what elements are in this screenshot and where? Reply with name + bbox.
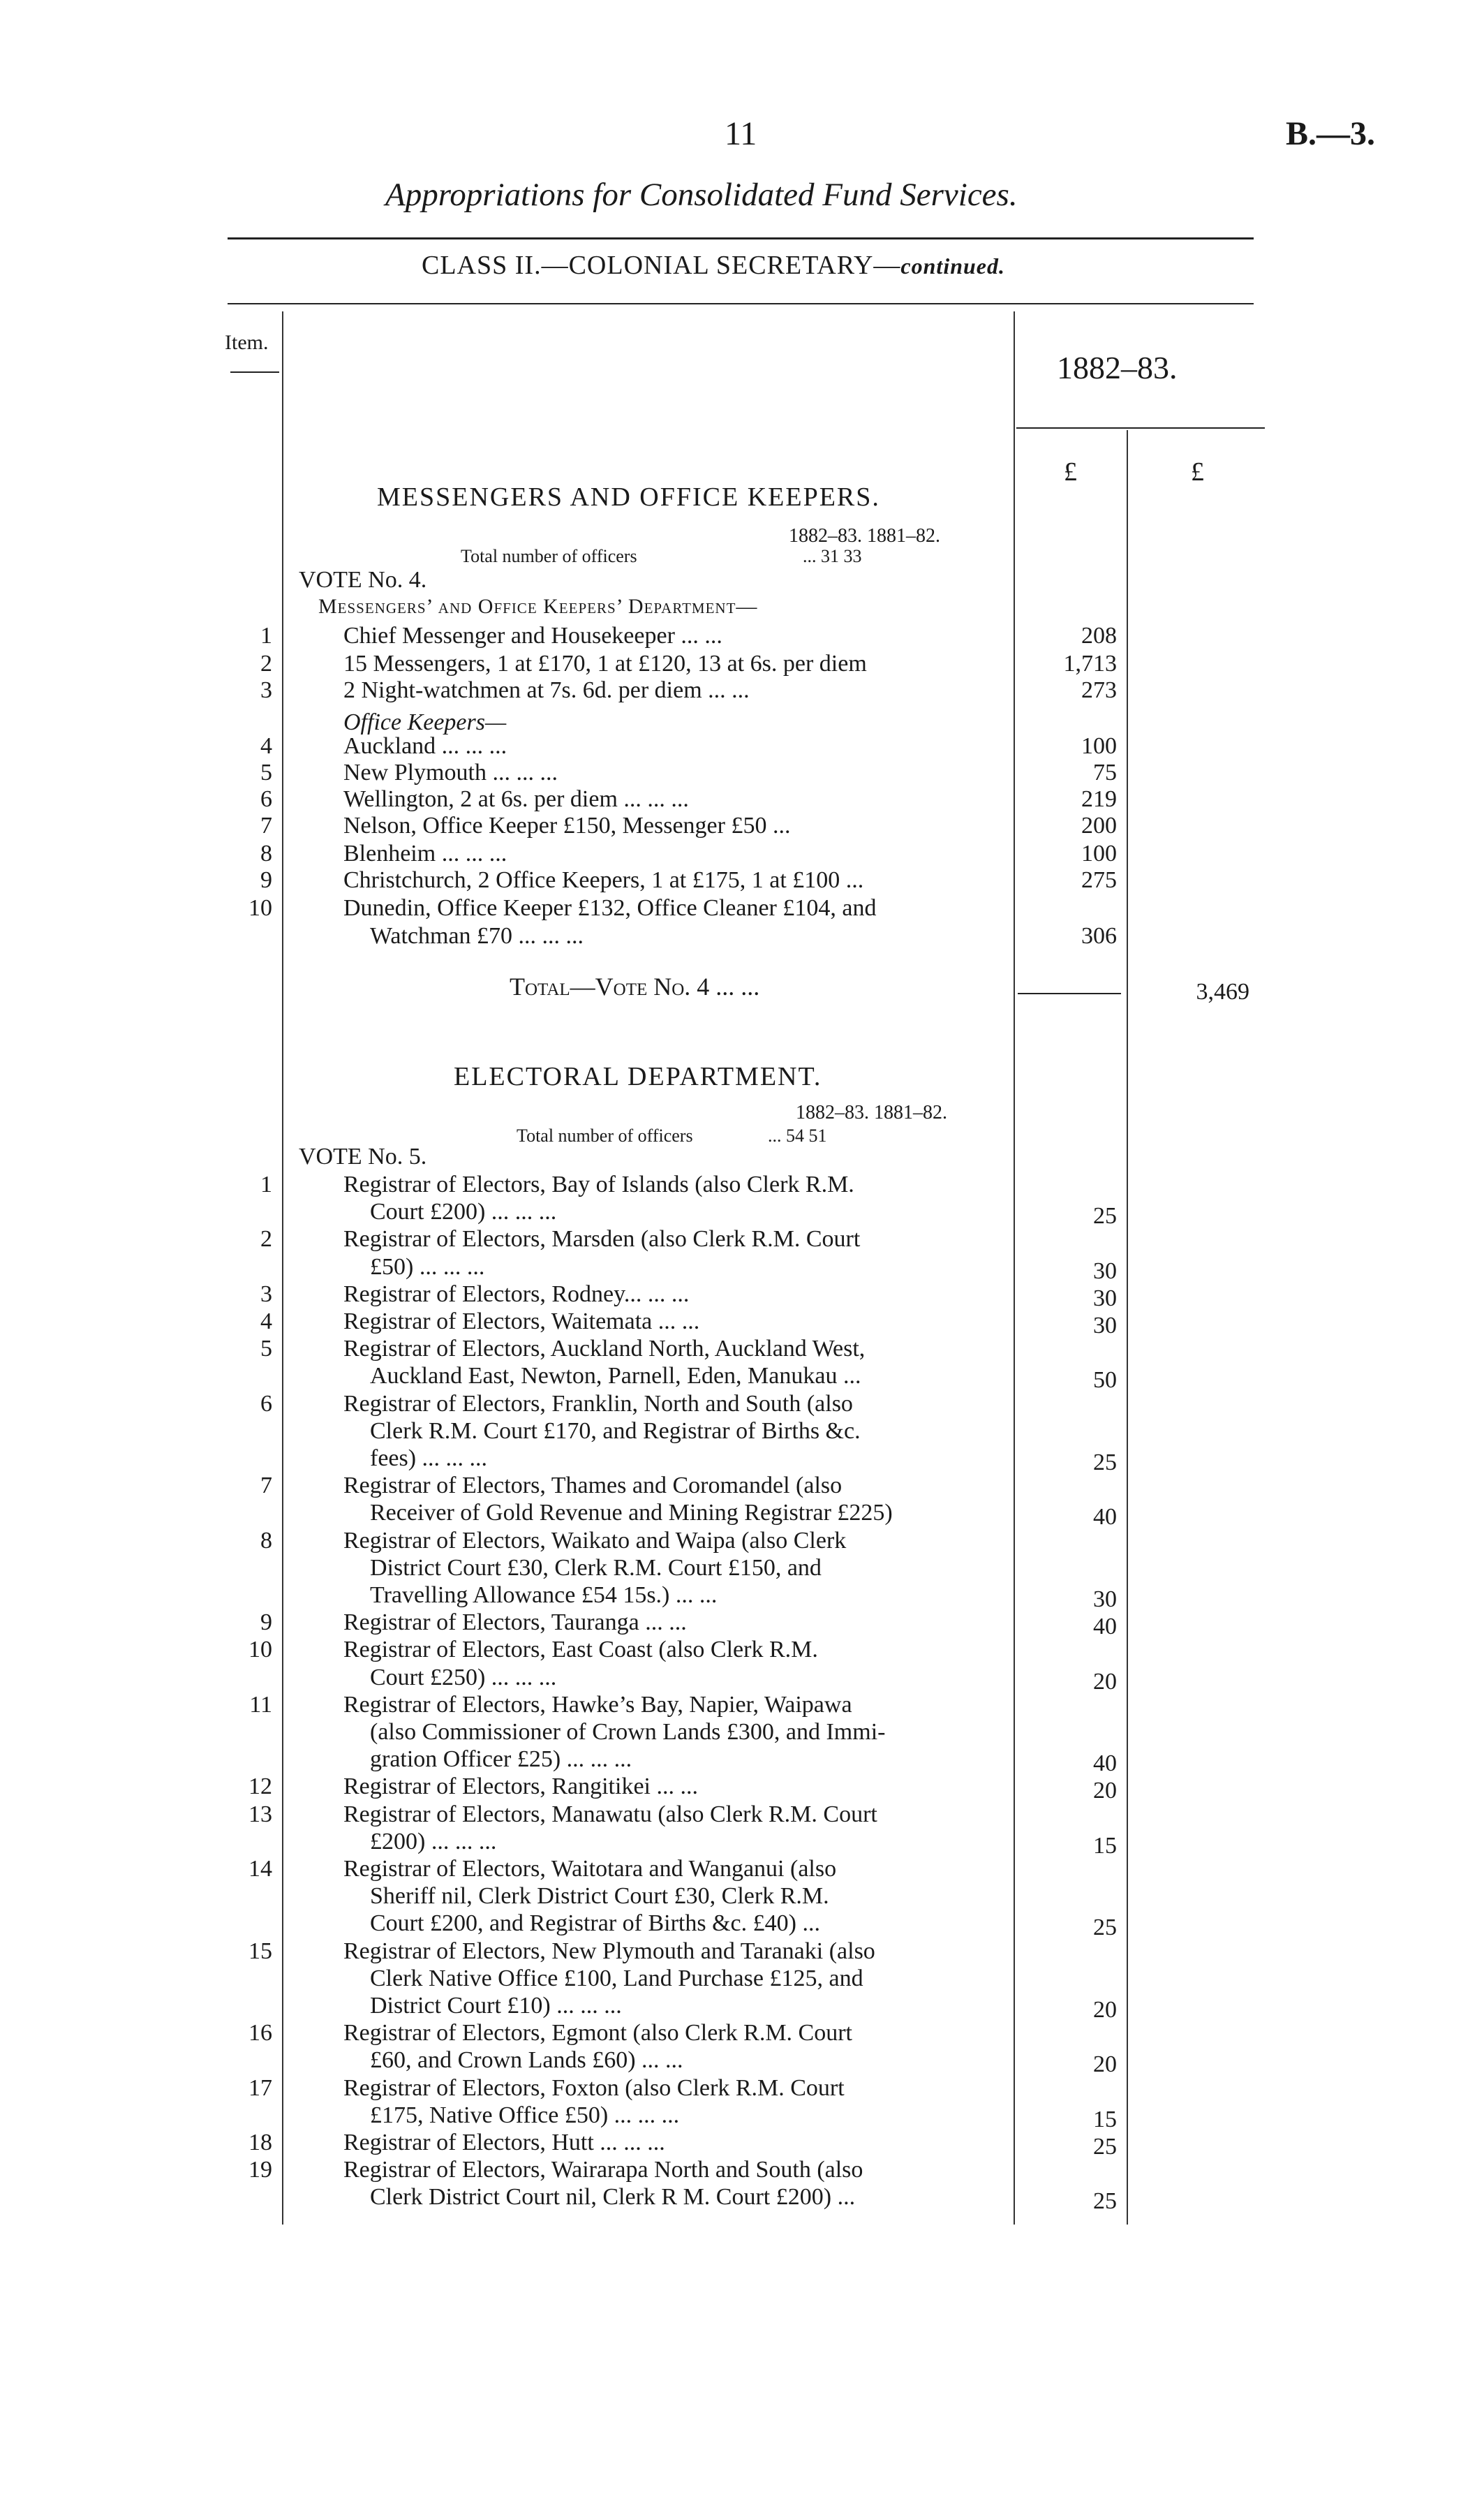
item-description: Registrar of Electors, Egmont (also Clerk R.M. Court (343, 2020, 852, 2046)
item-amount: 25 (1093, 1915, 1117, 1940)
item-description: Registrar of Electors, Marsden (also Clerk R.M. Court (343, 1226, 861, 1252)
item-amount: 25 (1093, 2188, 1117, 2214)
item-amount: 40 (1093, 1504, 1117, 1530)
item-description-continued: Court £200) ... ... ... (370, 1199, 557, 1225)
item-description: Auckland ... ... ... (343, 733, 507, 759)
item-amount: 20 (1093, 2051, 1117, 2077)
item-amount: 25 (1093, 2134, 1117, 2160)
item-number: 4 (260, 1308, 272, 1334)
item-number: 5 (260, 760, 272, 786)
item-description-continued: Sheriff nil, Clerk District Court £30, Clerk R.M. (370, 1883, 829, 1909)
item-amount: 306 (1081, 923, 1117, 949)
item-amount: 15 (1093, 2107, 1117, 2132)
item-number: 10 (248, 1637, 272, 1662)
item-description-continued: fees) ... ... ... (370, 1445, 488, 1471)
item-number: 6 (260, 1391, 272, 1417)
item-description-continued: Receiver of Gold Revenue and Mining Registrar £225) (370, 1500, 893, 1526)
item-description: Registrar of Electors, Wairarapa North and South (also (343, 2157, 863, 2183)
item-number: 3 (260, 677, 272, 703)
item-description: Registrar of Electors, Foxton (also Clerk R.M. Court (343, 2075, 845, 2101)
section2-years: 1882–83. 1881–82. (796, 1102, 947, 1123)
item-description-continued: Court £250) ... ... ... (370, 1665, 557, 1690)
item-column-rule (282, 311, 283, 2225)
item-number: 6 (260, 786, 272, 812)
item-description-continued: Auckland East, Newton, Parnell, Eden, Manukau ... (370, 1363, 861, 1389)
total-vote-4-amount: 3,469 (1196, 979, 1249, 1005)
item-number: 7 (260, 813, 272, 839)
item-amount: 20 (1093, 1778, 1117, 1804)
item-amount: 100 (1081, 841, 1117, 866)
item-number: 3 (260, 1281, 272, 1307)
item-description: Registrar of Electors, Rangitikei ... ... (343, 1773, 698, 1799)
item-number: 16 (248, 2020, 272, 2046)
item-number: 9 (260, 1609, 272, 1635)
item-number: 15 (248, 1938, 272, 1964)
section1-vote: VOTE No. 4. (299, 567, 427, 593)
item-number: 10 (248, 895, 272, 921)
item-description: Registrar of Electors, Hutt ... ... ... (343, 2130, 665, 2155)
item-amount: 30 (1093, 1258, 1117, 1284)
class-heading: CLASS II.—COLONIAL SECRETARY—continued. (422, 251, 1005, 280)
item-description-continued: Watchman £70 ... ... ... (370, 923, 584, 949)
item-number: 11 (249, 1692, 272, 1718)
section2-vote: VOTE No. 5. (299, 1144, 427, 1170)
class-continued: continued. (900, 253, 1005, 279)
description-column-rule (1014, 311, 1015, 2225)
amount-column-rule (1127, 430, 1128, 2225)
item-amount: 25 (1093, 1203, 1117, 1229)
item-amount: 25 (1093, 1450, 1117, 1475)
item-number: 12 (248, 1773, 272, 1799)
item-number: 4 (260, 733, 272, 759)
item-description: Registrar of Electors, Tauranga ... ... (343, 1609, 687, 1635)
item-amount: 1,713 (1063, 651, 1117, 677)
item-amount: 40 (1093, 1614, 1117, 1639)
item-description-continued: Court £200, and Registrar of Births &c. £40) ... (370, 1910, 820, 1936)
item-description-continued: (also Commissioner of Crown Lands £300, and Immi- (370, 1719, 886, 1745)
item-amount: 219 (1081, 786, 1117, 812)
section2-officers-label: Total number of officers (517, 1126, 693, 1146)
section1-years: 1882–83. 1881–82. (789, 525, 940, 547)
item-number: 2 (260, 651, 272, 677)
item-description-continued: £60, and Crown Lands £60) ... ... (370, 2047, 683, 2073)
item-description-continued: Clerk R.M. Court £170, and Registrar of Births &c. (370, 1418, 861, 1444)
item-number: 5 (260, 1336, 272, 1362)
item-number: 13 (248, 1801, 272, 1827)
item-description-continued: £175, Native Office £50) ... ... ... (370, 2102, 680, 2128)
item-description-continued: District Court £30, Clerk R.M. Court £150, and (370, 1555, 822, 1581)
section2-officers-values: ... 54 51 (768, 1126, 827, 1146)
item-amount: 40 (1093, 1750, 1117, 1776)
section1-officers-values: ... 31 33 (803, 546, 862, 566)
item-description: Registrar of Electors, Bay of Islands (also Clerk R.M. (343, 1172, 854, 1197)
item-number: 7 (260, 1473, 272, 1498)
item-amount: 50 (1093, 1367, 1117, 1393)
pound-column-2: £ (1191, 457, 1204, 487)
item-description: Registrar of Electors, Rodney... ... ... (343, 1281, 690, 1307)
item-amount: 30 (1093, 1586, 1117, 1612)
section1-department: Messengers’ and Office Keepers’ Department— (318, 595, 758, 618)
item-description-continued: £200) ... ... ... (370, 1829, 497, 1854)
section1-officers-label: Total number of officers (461, 546, 637, 566)
item-description: Registrar of Electors, Waikato and Waipa (also Clerk (343, 1528, 847, 1554)
item-description: Registrar of Electors, Waitemata ... ... (343, 1308, 700, 1334)
item-amount: 20 (1093, 1669, 1117, 1695)
office-keepers-subheading: Office Keepers— (343, 709, 507, 735)
page-number: 11 (725, 115, 757, 152)
item-amount: 208 (1081, 623, 1117, 649)
item-description: Registrar of Electors, East Coast (also Clerk R.M. (343, 1637, 818, 1662)
item-amount: 75 (1093, 760, 1117, 786)
item-description-continued: Travelling Allowance £54 15s.) ... ... (370, 1582, 718, 1608)
section-heading-messengers: MESSENGERS AND OFFICE KEEPERS. (377, 482, 880, 512)
item-underline (230, 371, 279, 373)
item-number: 8 (260, 1528, 272, 1554)
item-description: 2 Night-watchmen at 7s. 6d. per diem ... ... (343, 677, 750, 703)
item-description: Nelson, Office Keeper £150, Messenger £50 ... (343, 813, 791, 839)
item-amount: 275 (1081, 867, 1117, 893)
item-number: 2 (260, 1226, 272, 1252)
section-heading-electoral: ELECTORAL DEPARTMENT. (454, 1062, 822, 1091)
year-column-header: 1882–83. (1057, 350, 1178, 385)
item-description-continued: Clerk District Court nil, Clerk R M. Court £200) ... (370, 2184, 856, 2210)
item-number: 1 (260, 623, 272, 649)
pound-column-1: £ (1064, 457, 1077, 487)
item-description: Christchurch, 2 Office Keepers, 1 at £175, 1 at £100 ... (343, 867, 864, 893)
item-amount: 30 (1093, 1313, 1117, 1338)
item-number: 18 (248, 2130, 272, 2155)
item-amount: 200 (1081, 813, 1117, 839)
item-description: Registrar of Electors, Thames and Coromandel (also (343, 1473, 843, 1498)
item-description: Registrar of Electors, Auckland North, Auckland West, (343, 1336, 866, 1362)
subtotal-rule (1018, 993, 1121, 994)
item-description: Registrar of Electors, Manawatu (also Clerk R.M. Court (343, 1801, 877, 1827)
item-amount: 20 (1093, 1997, 1117, 2023)
item-amount: 100 (1081, 733, 1117, 759)
item-amount: 273 (1081, 677, 1117, 703)
item-number: 1 (260, 1172, 272, 1197)
item-number: 9 (260, 867, 272, 893)
document-reference: B.—3. (1286, 115, 1376, 152)
year-rule (1016, 427, 1265, 429)
page-title: Appropriations for Consolidated Fund Services. (385, 177, 1018, 213)
item-column-header: Item. (225, 331, 269, 354)
item-description: Registrar of Electors, Waitotara and Wanganui (also (343, 1856, 837, 1882)
item-description-continued: £50) ... ... ... (370, 1254, 485, 1280)
item-description: Dunedin, Office Keeper £132, Office Cleaner £104, and (343, 895, 877, 921)
item-number: 14 (248, 1856, 272, 1882)
item-description-continued: District Court £10) ... ... ... (370, 1993, 622, 2019)
item-description: Chief Messenger and Housekeeper ... ... (343, 623, 722, 649)
item-description: Registrar of Electors, New Plymouth and Taranaki (also (343, 1938, 875, 1964)
item-description: Blenheim ... ... ... (343, 841, 507, 866)
item-description: 15 Messengers, 1 at £170, 1 at £120, 13 at 6s. per diem (343, 651, 867, 677)
item-description-continued: gration Officer £25) ... ... ... (370, 1746, 632, 1772)
header-rule (228, 303, 1254, 304)
item-description-continued: Clerk Native Office £100, Land Purchase £125, and (370, 1965, 863, 1991)
item-amount: 15 (1093, 1833, 1117, 1859)
item-description: Registrar of Electors, Franklin, North and South (also (343, 1391, 853, 1417)
item-number: 8 (260, 841, 272, 866)
item-description: New Plymouth ... ... ... (343, 760, 558, 786)
item-number: 19 (248, 2157, 272, 2183)
total-vote-4-label: Total—Vote No. 4 ... ... (510, 973, 760, 1001)
title-rule (228, 237, 1254, 239)
item-description: Wellington, 2 at 6s. per diem ... ... ... (343, 786, 689, 812)
item-amount: 30 (1093, 1285, 1117, 1311)
item-number: 17 (248, 2075, 272, 2101)
item-description: Registrar of Electors, Hawke’s Bay, Napier, Waipawa (343, 1692, 852, 1718)
